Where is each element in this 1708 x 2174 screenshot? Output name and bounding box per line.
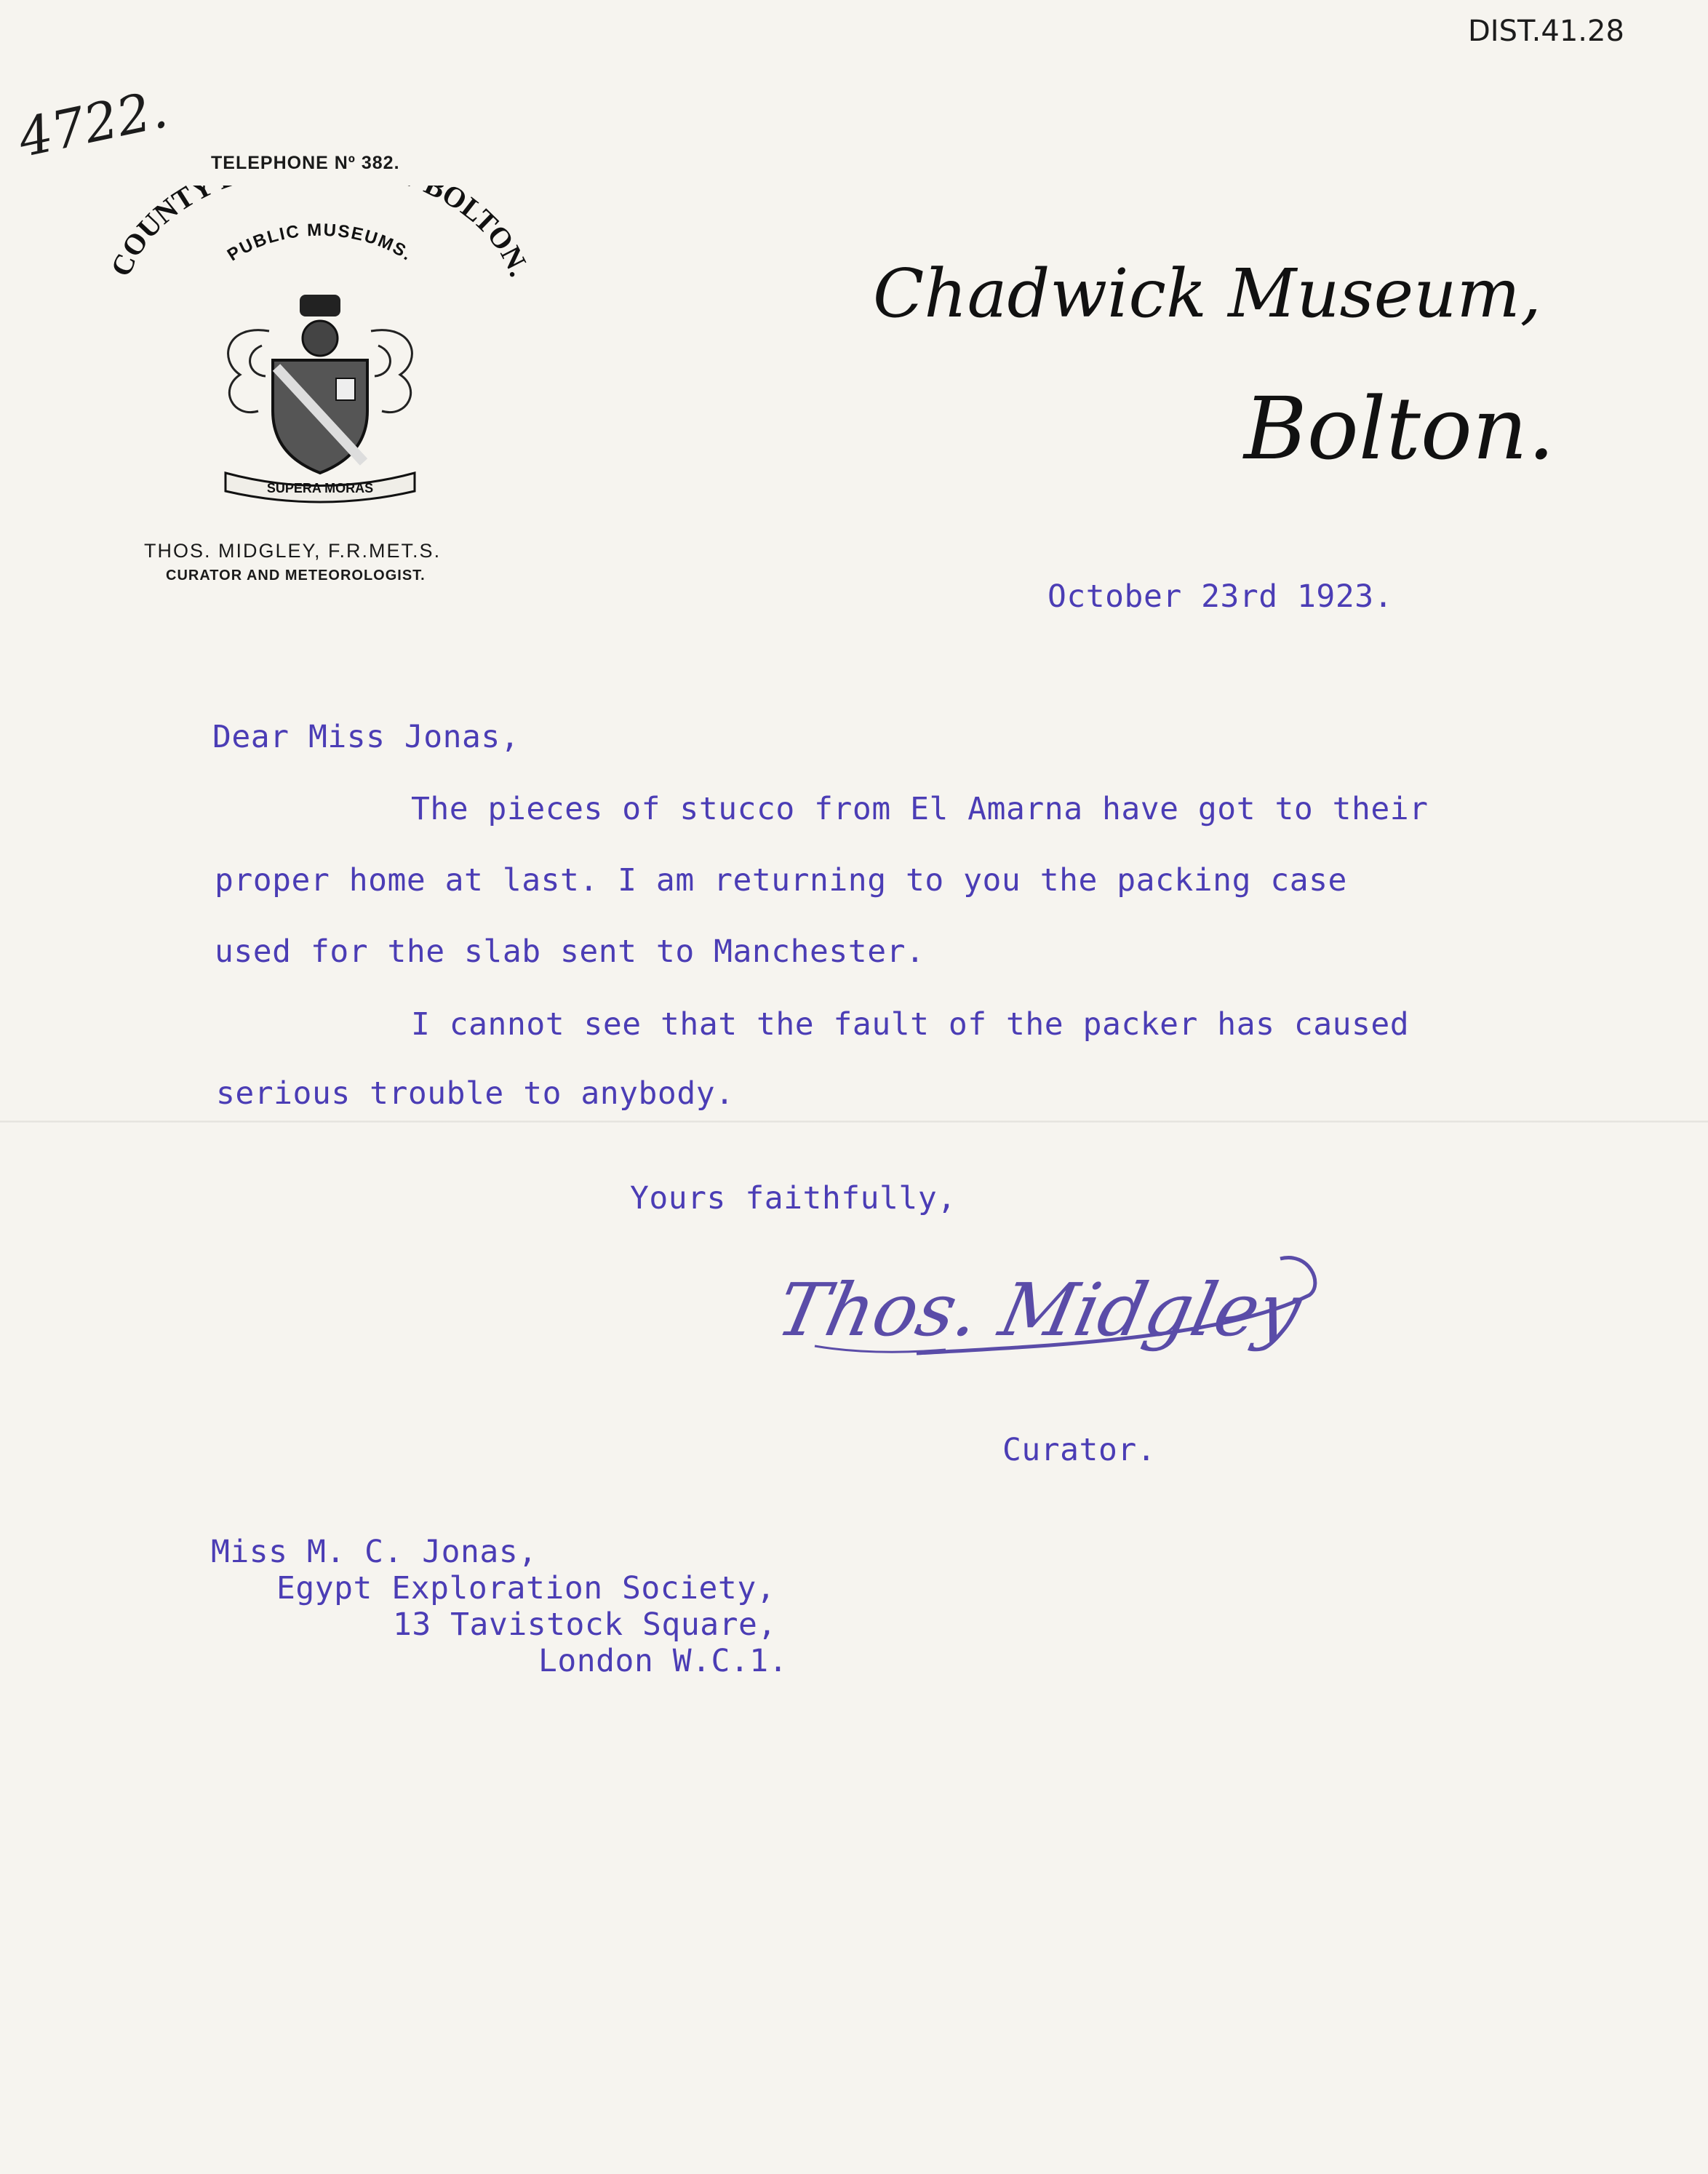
salutation: Dear Miss Jonas, [212,719,520,755]
borough-crest [102,186,538,506]
body-line: used for the slab sent to Manchester. [215,933,925,970]
address-line: Egypt Exploration Society, [276,1570,776,1606]
signature-text: Thos. Midgley [771,1267,1309,1353]
department-name: PUBLIC MUSEUMS. [223,220,417,266]
museum-name: Chadwick Museum, [873,255,1541,333]
closing: Yours faithfully, [630,1180,957,1217]
signatory-title: Curator. [1002,1432,1157,1468]
body-line: proper home at last. I am returning to you the packing case [215,862,1347,899]
address-line: Miss M. C. Jonas, [211,1534,538,1570]
body-line: serious trouble to anybody. [216,1075,735,1112]
address-line: London W.C.1. [538,1643,789,1679]
town-name: Bolton. [1244,378,1555,479]
curator-name: THOS. MIDGLEY, F.R.MET.S. [144,540,442,562]
letter-date: October 23rd 1923. [1047,578,1393,615]
crest-motto: SUPERA MORAS [266,481,374,495]
borough-name: COUNTY BOLTON. [104,186,537,282]
telephone-number: TELEPHONE Nº 382. [211,153,400,173]
body-line: I cannot see that the fault of the packer has caused [411,1006,1410,1043]
reference-number: DIST.41.28 [1468,15,1624,48]
signature [771,1244,1324,1382]
curator-title: CURATOR AND METEOROLOGIST. [166,568,426,584]
accession-number: 4722. [13,78,173,170]
paper-fold [0,1120,1708,1123]
address-line: 13 Tavistock Square, [393,1606,777,1643]
body-line: The pieces of stucco from El Amarna have got to their [411,791,1429,827]
